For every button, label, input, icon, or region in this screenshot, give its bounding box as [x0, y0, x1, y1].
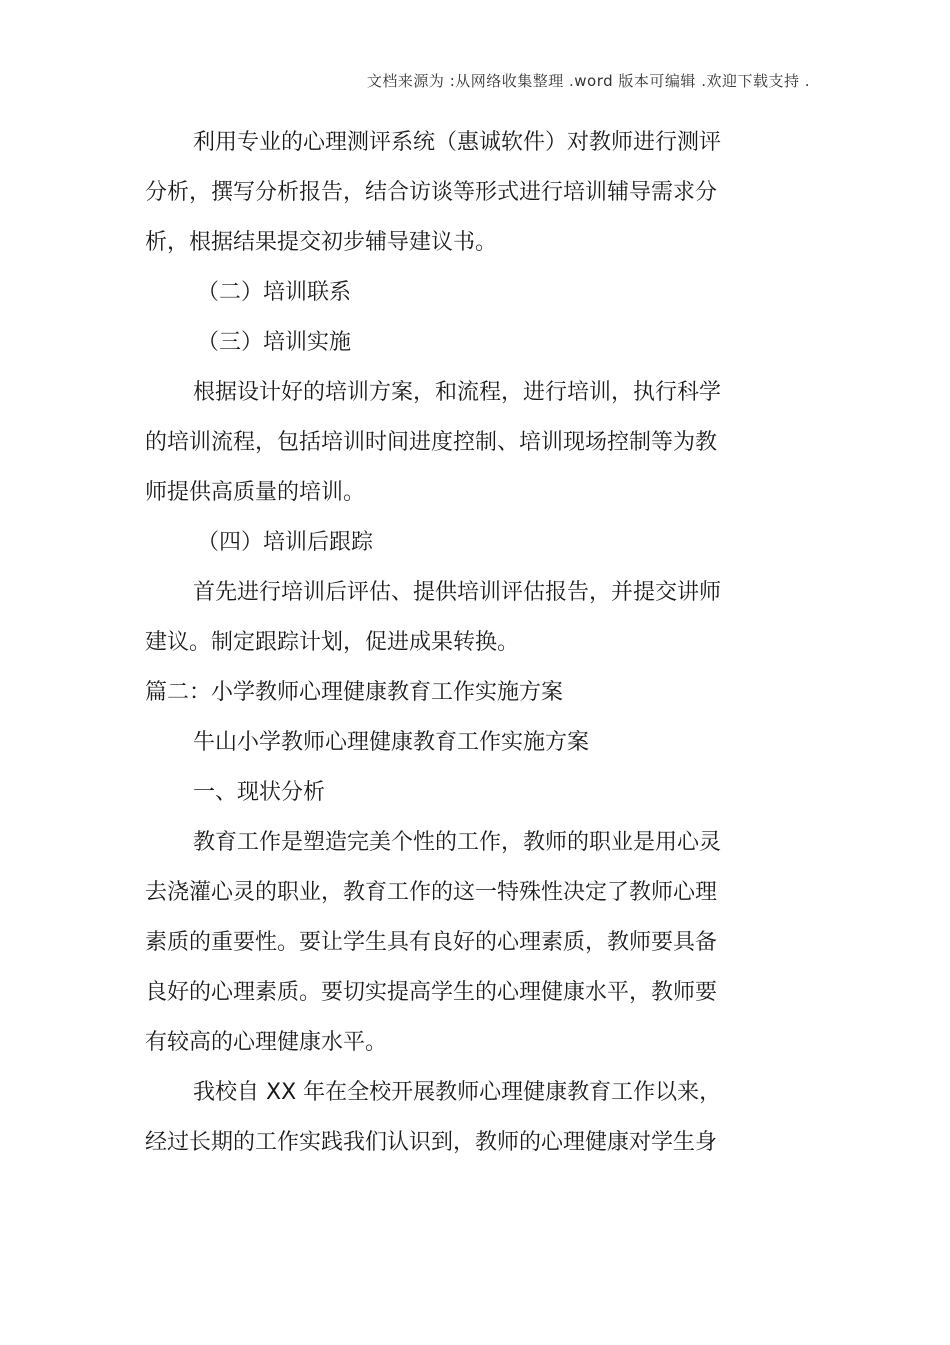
section-heading: （三）培训实施: [197, 330, 352, 355]
paragraph-line: 良好的心理素质。要切实提高学生的心理健康水平，教师要: [145, 980, 718, 1005]
paragraph-line: 师提供高质量的培训。: [145, 480, 366, 505]
paragraph-line: 根据设计好的培训方案，和流程，进行培训，执行科学: [193, 380, 722, 405]
paragraph-line: 首先进行培训后评估、提供培训评估报告，并提交讲师: [193, 580, 722, 605]
section-heading: 一、现状分析: [193, 780, 326, 805]
paragraph-line: 有较高的心理健康水平。: [145, 1030, 388, 1055]
paragraph-line: 的培训流程，包括培训时间进度控制、培训现场控制等为教: [145, 430, 718, 455]
paragraph-line: 素质的重要性。要让学生具有良好的心理素质，教师要具备: [145, 930, 718, 955]
document-body: [145, 118, 745, 1168]
document-title: 牛山小学教师心理健康教育工作实施方案: [193, 730, 590, 755]
paragraph-line: 我校自 XX 年在全校开展教师心理健康教育工作以来，: [193, 1080, 722, 1105]
paragraph-line: 教育工作是塑造完美个性的工作，教师的职业是用心灵: [193, 830, 722, 855]
chapter-heading: 篇二：小学教师心理健康教育工作实施方案: [145, 680, 564, 705]
paragraph-line: 析，根据结果提交初步辅导建议书。: [145, 230, 498, 255]
paragraph-line: 利用专业的心理测评系统（惠诚软件）对教师进行测评: [193, 130, 722, 155]
paragraph-line: 建议。制定跟踪计划，促进成果转换。: [145, 630, 520, 655]
section-heading: （四）培训后跟踪: [197, 530, 374, 555]
paragraph-line: 经过长期的工作实践我们认识到，教师的心理健康对学生身: [145, 1130, 718, 1155]
source-note: 文档来源为 :从网络收集整理 .word 版本可编辑 .欢迎下载支持 .: [366, 72, 810, 90]
paragraph-line: 去浇灌心灵的职业，教育工作的这一特殊性决定了教师心理: [145, 880, 718, 905]
paragraph-line: 分析，撰写分析报告，结合访谈等形式进行培训辅导需求分: [145, 180, 718, 205]
section-heading: （二）培训联系: [197, 280, 352, 305]
